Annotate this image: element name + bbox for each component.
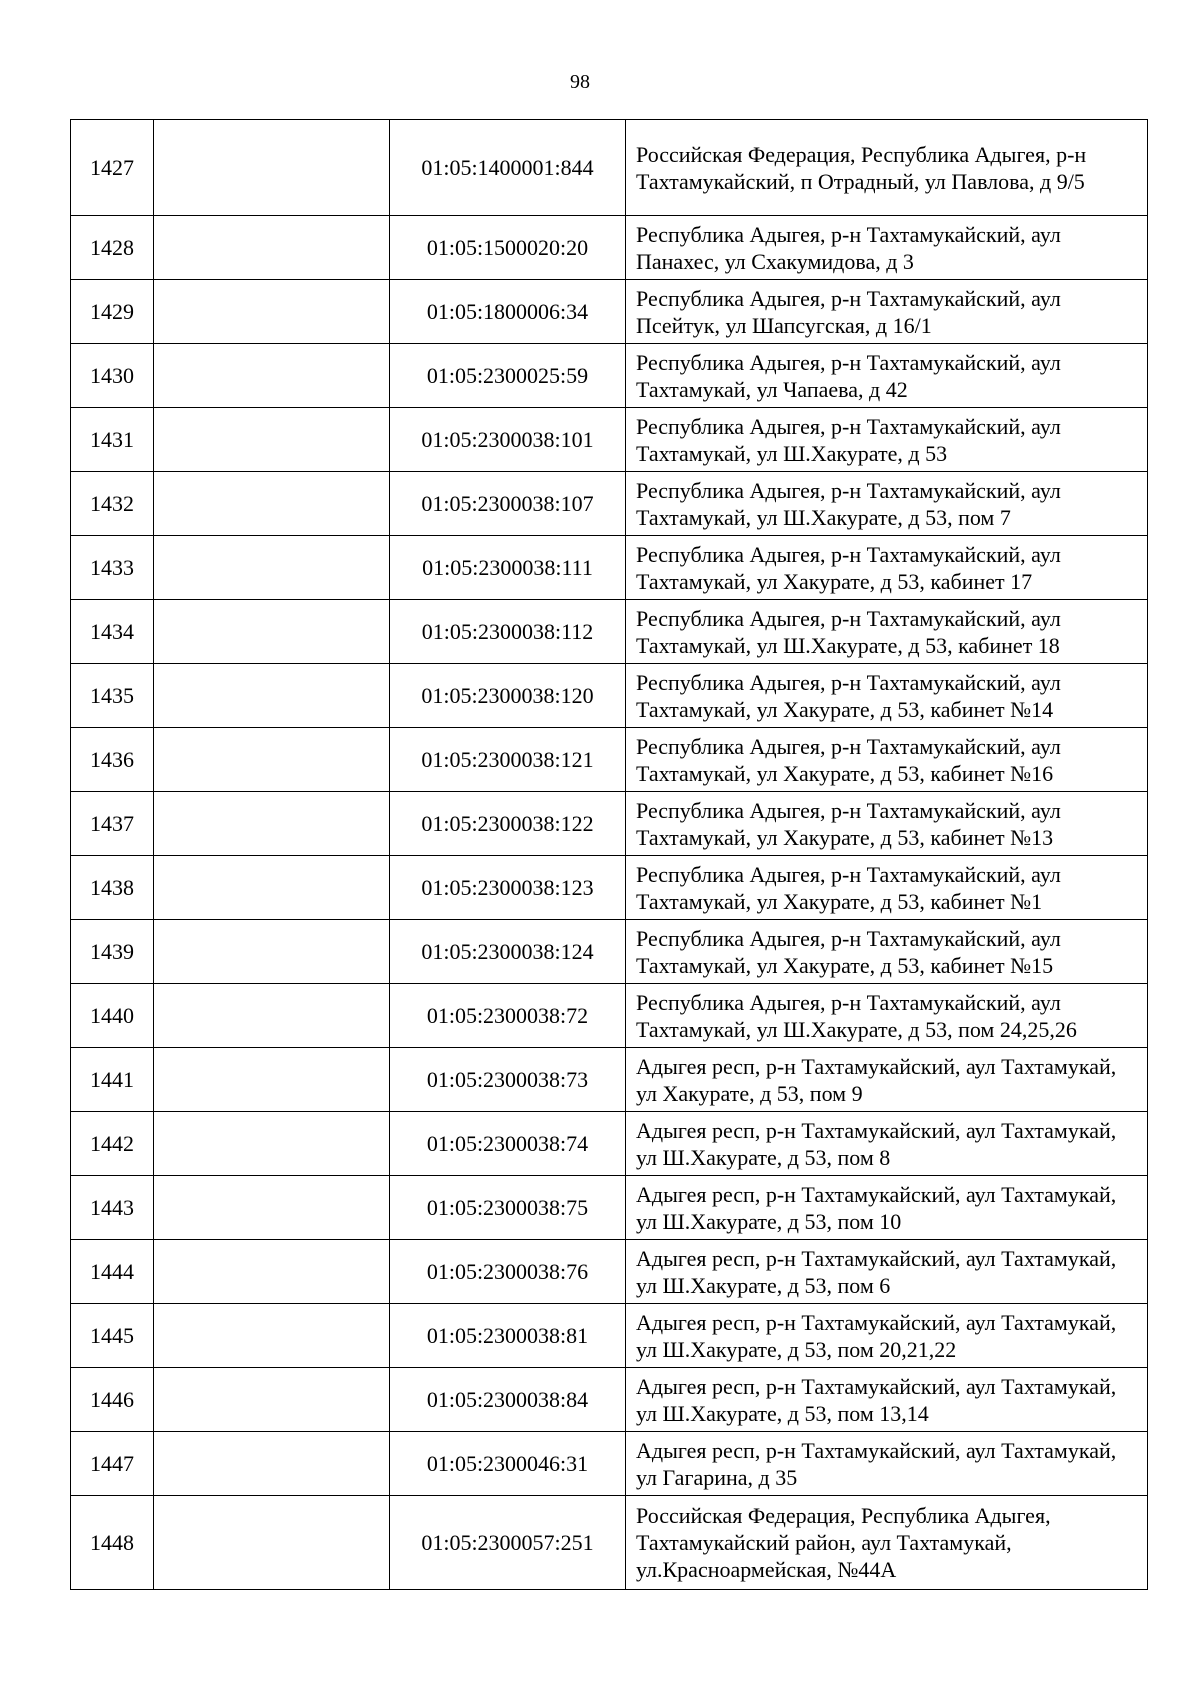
row-number: 1442 xyxy=(71,1112,154,1176)
cadastral-number: 01:05:2300038:124 xyxy=(390,920,626,984)
row-empty-cell xyxy=(154,984,390,1048)
table-row xyxy=(71,216,1148,280)
row-number: 1444 xyxy=(71,1240,154,1304)
row-empty-cell xyxy=(154,1432,390,1496)
cadastral-number: 01:05:2300038:122 xyxy=(390,792,626,856)
row-empty-cell xyxy=(154,536,390,600)
row-number: 1439 xyxy=(71,920,154,984)
address: Республика Адыгея, р-н Тахтамукайский, аул Тахтамукай, ул Ш.Хакурате, д 53, пом 24,25,26 xyxy=(626,984,1148,1048)
cadastral-number: 01:05:2300025:59 xyxy=(390,344,626,408)
table-row xyxy=(71,792,1148,856)
table-row xyxy=(71,344,1148,408)
address: Республика Адыгея, р-н Тахтамукайский, аул Тахтамукай, ул Хакурате, д 53, кабинет 17 xyxy=(626,536,1148,600)
row-empty-cell xyxy=(154,1176,390,1240)
row-empty-cell xyxy=(154,664,390,728)
row-number: 1443 xyxy=(71,1176,154,1240)
table-row xyxy=(71,120,1148,216)
cadastral-number: 01:05:2300038:72 xyxy=(390,984,626,1048)
row-number: 1432 xyxy=(71,472,154,536)
row-empty-cell xyxy=(154,1240,390,1304)
cadastral-number: 01:05:2300038:121 xyxy=(390,728,626,792)
address: Адыгея респ, р-н Тахтамукайский, аул Тахтамукай, ул Ш.Хакурате, д 53, пом 10 xyxy=(626,1176,1148,1240)
address: Адыгея респ, р-н Тахтамукайский, аул Тахтамукай, ул Ш.Хакурате, д 53, пом 20,21,22 xyxy=(626,1304,1148,1368)
table-row xyxy=(71,1176,1148,1240)
row-number: 1428 xyxy=(71,216,154,280)
address: Адыгея респ, р-н Тахтамукайский, аул Тахтамукай, ул Гагарина, д 35 xyxy=(626,1432,1148,1496)
row-empty-cell xyxy=(154,1368,390,1432)
address: Адыгея респ, р-н Тахтамукайский, аул Тахтамукай, ул Ш.Хакурате, д 53, пом 13,14 xyxy=(626,1368,1148,1432)
row-empty-cell xyxy=(154,216,390,280)
row-number: 1431 xyxy=(71,408,154,472)
table-row xyxy=(71,1112,1148,1176)
cadastral-number: 01:05:2300038:107 xyxy=(390,472,626,536)
table-row xyxy=(71,472,1148,536)
table-row xyxy=(71,280,1148,344)
cadastral-number: 01:05:2300057:251 xyxy=(390,1496,626,1590)
address: Республика Адыгея, р-н Тахтамукайский, аул Тахтамукай, ул Ш.Хакурате, д 53, кабинет 18 xyxy=(626,600,1148,664)
cadastral-number: 01:05:2300038:111 xyxy=(390,536,626,600)
table-row xyxy=(71,728,1148,792)
row-number: 1441 xyxy=(71,1048,154,1112)
address: Республика Адыгея, р-н Тахтамукайский, аул Тахтамукай, ул Хакурате, д 53, кабинет №13 xyxy=(626,792,1148,856)
address: Республика Адыгея, р-н Тахтамукайский, аул Панахес, ул Схакумидова, д 3 xyxy=(626,216,1148,280)
address: Республика Адыгея, р-н Тахтамукайский, аул Тахтамукай, ул Хакурате, д 53, кабинет №1 xyxy=(626,856,1148,920)
cadastral-number: 01:05:2300038:74 xyxy=(390,1112,626,1176)
address: Адыгея респ, р-н Тахтамукайский, аул Тахтамукай, ул Ш.Хакурате, д 53, пом 8 xyxy=(626,1112,1148,1176)
row-number: 1433 xyxy=(71,536,154,600)
table-row xyxy=(71,856,1148,920)
table-row xyxy=(71,1496,1148,1590)
table-row xyxy=(71,1048,1148,1112)
row-empty-cell xyxy=(154,120,390,216)
table-row xyxy=(71,1240,1148,1304)
cadastral-number: 01:05:2300038:112 xyxy=(390,600,626,664)
address: Республика Адыгея, р-н Тахтамукайский, аул Псейтук, ул Шапсугская, д 16/1 xyxy=(626,280,1148,344)
row-number: 1427 xyxy=(71,120,154,216)
row-number: 1437 xyxy=(71,792,154,856)
row-number: 1429 xyxy=(71,280,154,344)
address: Республика Адыгея, р-н Тахтамукайский, аул Тахтамукай, ул Хакурате, д 53, кабинет №15 xyxy=(626,920,1148,984)
table-row xyxy=(71,1304,1148,1368)
row-empty-cell xyxy=(154,472,390,536)
row-empty-cell xyxy=(154,280,390,344)
row-number: 1430 xyxy=(71,344,154,408)
table-row xyxy=(71,536,1148,600)
address: Республика Адыгея, р-н Тахтамукайский, аул Тахтамукай, ул Хакурате, д 53, кабинет №14 xyxy=(626,664,1148,728)
row-empty-cell xyxy=(154,1496,390,1590)
address: Республика Адыгея, р-н Тахтамукайский, аул Тахтамукай, ул Ш.Хакурате, д 53 xyxy=(626,408,1148,472)
row-empty-cell xyxy=(154,1304,390,1368)
cadastral-number: 01:05:2300038:75 xyxy=(390,1176,626,1240)
address: Республика Адыгея, р-н Тахтамукайский, аул Тахтамукай, ул Ш.Хакурате, д 53, пом 7 xyxy=(626,472,1148,536)
address: Российская Федерация, Республика Адыгея, Тахтамукайский район, аул Тахтамукай, ул.Красноармейская, №44А xyxy=(626,1496,1148,1590)
row-empty-cell xyxy=(154,856,390,920)
cadastral-number: 01:05:2300038:76 xyxy=(390,1240,626,1304)
cadastral-number: 01:05:2300046:31 xyxy=(390,1432,626,1496)
address: Российская Федерация, Республика Адыгея, р-н Тахтамукайский, п Отрадный, ул Павлова, д 9/5 xyxy=(626,120,1148,216)
table-row xyxy=(71,984,1148,1048)
address: Республика Адыгея, р-н Тахтамукайский, аул Тахтамукай, ул Чапаева, д 42 xyxy=(626,344,1148,408)
row-empty-cell xyxy=(154,600,390,664)
address: Республика Адыгея, р-н Тахтамукайский, аул Тахтамукай, ул Хакурате, д 53, кабинет №16 xyxy=(626,728,1148,792)
row-number: 1434 xyxy=(71,600,154,664)
row-number: 1445 xyxy=(71,1304,154,1368)
cadastral-number: 01:05:2300038:84 xyxy=(390,1368,626,1432)
row-number: 1446 xyxy=(71,1368,154,1432)
cadastral-number: 01:05:1800006:34 xyxy=(390,280,626,344)
row-empty-cell xyxy=(154,728,390,792)
registry-table xyxy=(70,119,1148,1590)
row-number: 1440 xyxy=(71,984,154,1048)
table-row xyxy=(71,1432,1148,1496)
table-row xyxy=(71,920,1148,984)
cadastral-number: 01:05:2300038:123 xyxy=(390,856,626,920)
table-row xyxy=(71,664,1148,728)
row-number: 1448 xyxy=(71,1496,154,1590)
row-number: 1438 xyxy=(71,856,154,920)
row-number: 1436 xyxy=(71,728,154,792)
cadastral-number: 01:05:2300038:120 xyxy=(390,664,626,728)
page-number: 98 xyxy=(570,71,590,93)
row-empty-cell xyxy=(154,408,390,472)
address: Адыгея респ, р-н Тахтамукайский, аул Тахтамукай, ул Ш.Хакурате, д 53, пом 6 xyxy=(626,1240,1148,1304)
row-number: 1447 xyxy=(71,1432,154,1496)
cadastral-number: 01:05:2300038:101 xyxy=(390,408,626,472)
row-empty-cell xyxy=(154,1048,390,1112)
cadastral-number: 01:05:1500020:20 xyxy=(390,216,626,280)
row-empty-cell xyxy=(154,1112,390,1176)
row-number: 1435 xyxy=(71,664,154,728)
cadastral-number: 01:05:1400001:844 xyxy=(390,120,626,216)
table-row xyxy=(71,408,1148,472)
row-empty-cell xyxy=(154,920,390,984)
row-empty-cell xyxy=(154,792,390,856)
address: Адыгея респ, р-н Тахтамукайский, аул Тахтамукай, ул Хакурате, д 53, пом 9 xyxy=(626,1048,1148,1112)
row-empty-cell xyxy=(154,344,390,408)
table-row xyxy=(71,600,1148,664)
table-row xyxy=(71,1368,1148,1432)
cadastral-number: 01:05:2300038:81 xyxy=(390,1304,626,1368)
cadastral-number: 01:05:2300038:73 xyxy=(390,1048,626,1112)
